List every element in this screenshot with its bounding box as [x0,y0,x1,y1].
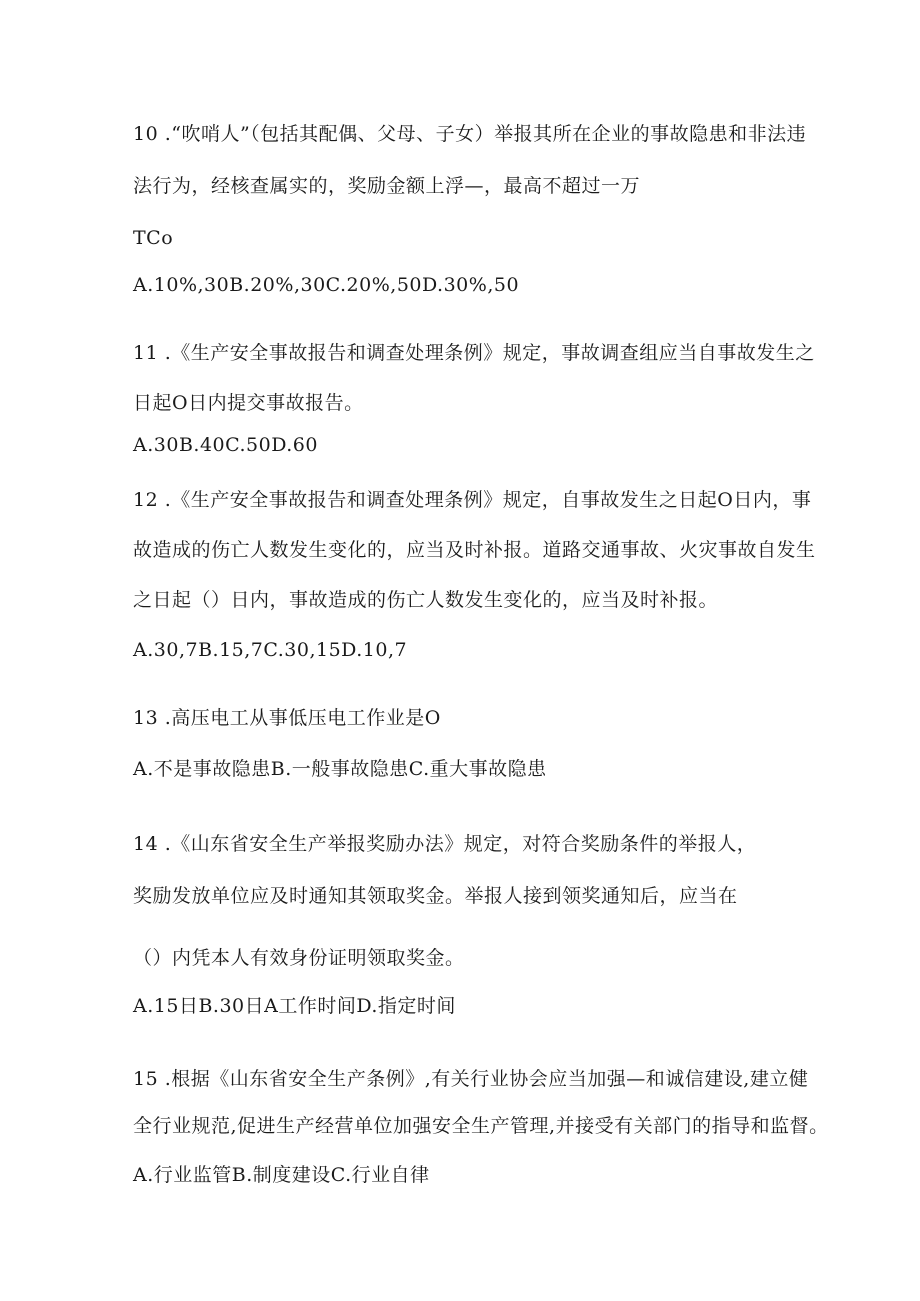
q11-options: A.30B.40C.50D.60 [133,434,318,456]
q12-line-2: 故造成的伤亡人数发生变化的，应当及时补报。道路交通事故、火灾事故自发生 [133,539,816,561]
q15-line-2: 全行业规范,促进生产经营单位加强安全生产管理,并接受有关部门的指导和监督。 [133,1115,829,1137]
q14-line-1: 14 .《山东省安全生产举报奖励办法》规定，对符合奖励条件的举报人， [133,833,757,855]
q13-options: A.不是事故隐患B.一般事故隐患C.重大事故隐患 [133,758,547,780]
q14-line-3: （）内凭本人有效身份证明领取奖金。 [133,947,465,969]
q14-options: A.15日B.30日A工作时间D.指定时间 [133,995,456,1017]
q11-line-2: 日起O日内提交事故报告。 [133,392,364,414]
q12-line-3: 之日起（）日内，事故造成的伤亡人数发生变化的，应当及时补报。 [133,589,719,611]
q15-line-1: 15 .根据《山东省安全生产条例》,有关行业协会应当加强—和诚信建设,建立健 [133,1068,809,1090]
q13-line-1: 13 .高压电工从事低压电工作业是O [133,707,441,729]
q10-line-3: TCo [133,227,174,249]
q12-options: A.30,7B.15,7C.30,15D.10,7 [133,639,408,661]
q10-options: A.10%,30B.20%,30C.20%,50D.30%,50 [133,274,520,296]
q14-line-2: 奖励发放单位应及时通知其领取奖金。举报人接到领奖通知后，应当在 [133,885,738,907]
q11-line-1: 11 .《生产安全事故报告和调查处理条例》规定，事故调查组应当自事故发生之 [133,342,815,364]
q10-line-1: 10 .“吹哨人”（包括其配偶、父母、子女）举报其所在企业的事故隐患和非法违 [133,123,807,145]
q15-options: A.行业监管B.制度建设C.行业自律 [133,1164,430,1186]
q10-line-2: 法行为，经核查属实的，奖励金额上浮—，最高不超过一万 [133,175,641,197]
q12-line-1: 12 .《生产安全事故报告和调查处理条例》规定，自事故发生之日起O日内，事 [133,489,812,511]
